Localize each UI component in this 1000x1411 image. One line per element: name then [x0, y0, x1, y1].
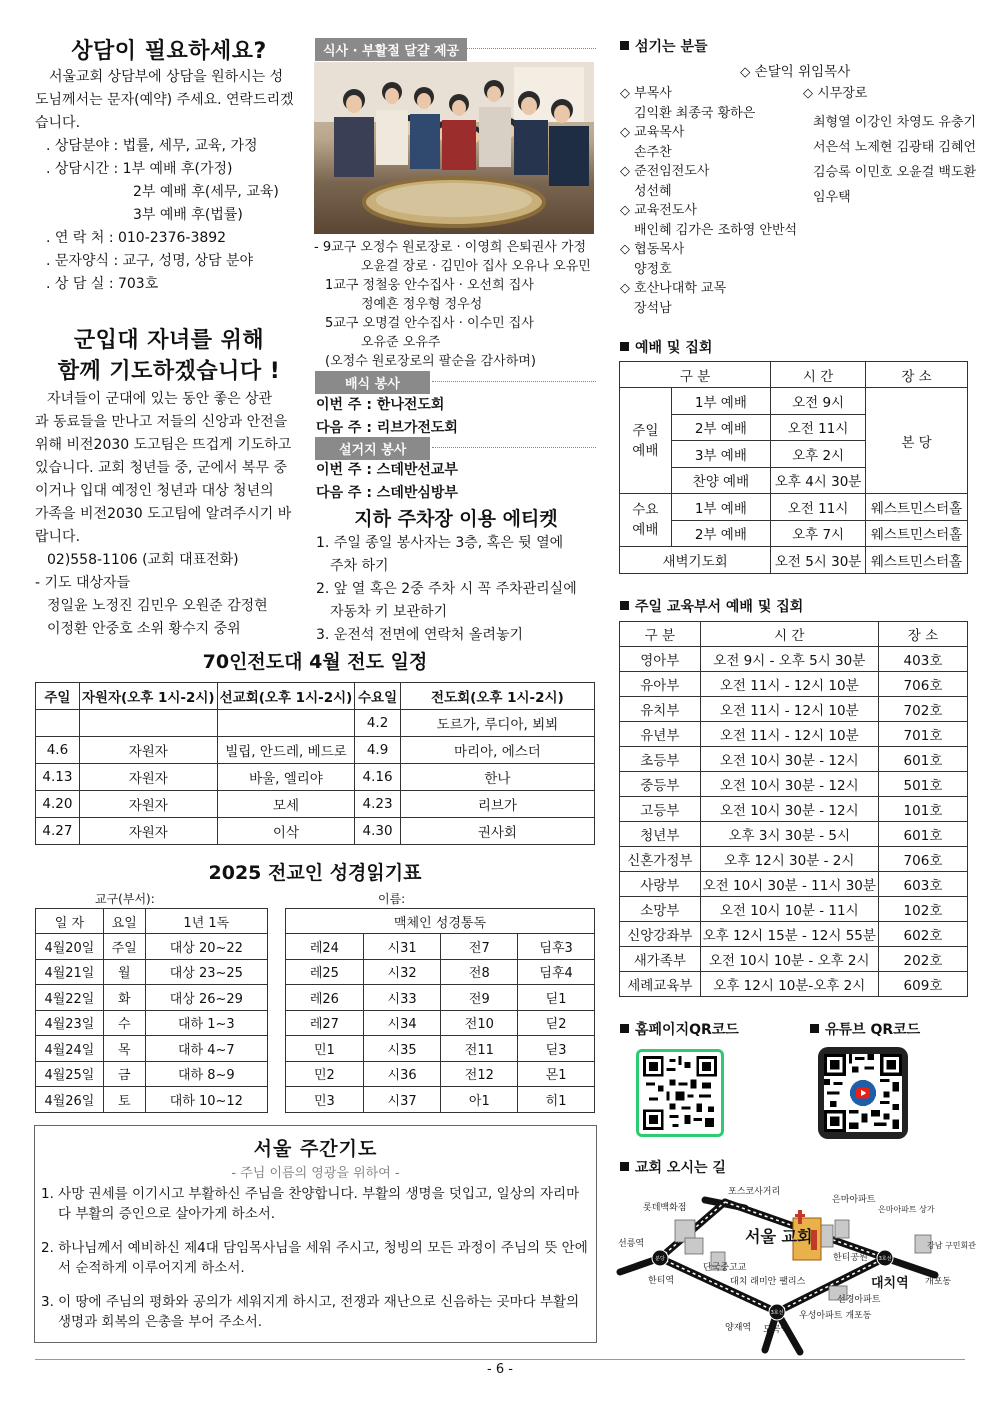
table-row: 4월21일 월 대상 23~25	[36, 959, 268, 985]
col-mission: 선교회(오후 1시-2시)	[217, 683, 355, 710]
evangelism-title: 70인전도대 4월 전도 일정	[202, 651, 428, 673]
table-row: 4월20일 주일 대상 20~22	[36, 934, 268, 960]
table-row: 유아부 오전 11시 - 12시 10분 706호	[620, 672, 968, 697]
table-row: 고등부 오전 10시 30분 - 12시 101호	[620, 797, 968, 822]
col-wednesday: 수요일	[355, 683, 401, 710]
svg-text:포스코사거리: 포스코사거리	[728, 1187, 781, 1197]
table-row: 4.6 자원자 빌립, 안드레, 베드로 4.9 마리아, 에스더	[36, 737, 595, 764]
dishes-schedule: 이번 주 : 스데반선교부 다음 주 : 스데반심방부	[316, 462, 458, 501]
table-row: 4.2 도르가, 루디아, 뵈뵈	[36, 710, 595, 737]
parking-rules: 1. 주일 종일 봉사자는 3층, 혹은 뒷 열에 주차 하기 2. 앞 열 혹은 2중 주차 시 꼭 주차관리실에 자동차 키 보관하기 3. 운전석 전면에 연락처 올려놓기	[316, 535, 577, 643]
svg-text:3호선: 3호선	[878, 1256, 892, 1262]
table-row: 4.27 자원자 이삭 4.30 권사회	[36, 818, 595, 845]
table-row: 레24 시31 전7 딤후3	[286, 934, 595, 960]
counseling-intro: 서울교회 상담부에 상담을 원하시는 성 도님께서는 문자(예약) 주세요. 연락드리겠 습니다.	[35, 69, 294, 131]
table-row: 민3 시37 아1 히1	[286, 1087, 595, 1113]
meal-donors: - 9교구 오정수 원로장로 · 이영희 은퇴권사 가정 오윤걸 장로 · 김민아 집사 오유나 오유민 1교구 정철웅 안수집사 · 오선희 집사 정예흔 정우형 정우성 5교구 오명걸 안수집사 · 이수민 집사 오유준 오유주 (오정수 원로장로의 팔순을 감사하며)	[314, 240, 591, 369]
table-row: 4월23일 수 대하 1~3	[36, 1010, 268, 1036]
family-photo	[314, 62, 594, 234]
bible-yearly-table: 일 자 요일 1년 1독 4월20일 주일 대상 20~22 4월21일 월 대상 23~25 4월22일 화 대상 26~29 4월23일 수 대하 1~3 4월24일 목 대하 4~7 4월25일 금 대하 8~9 4월26일 토 대하 10~12	[35, 908, 268, 1113]
table-row: 소망부 오전 10시 10분 - 11시 102호	[620, 897, 968, 922]
meal-tag: 식사 · 부활절 달걀 제공	[315, 38, 467, 61]
table-row: 유년부 오전 11시 - 12시 10분 701호	[620, 722, 968, 747]
prayer-title: 서울 주간기도	[253, 1138, 378, 1160]
name-label: 이름:	[378, 892, 406, 906]
weekly-prayer-box	[34, 1125, 597, 1343]
table-row: 청년부 오후 3시 30분 - 5시 601호	[620, 822, 968, 847]
svg-text:단국중고교: 단국중고교	[703, 1263, 747, 1273]
table-row: 세례교육부 오후 12시 10분-오후 2시 609호	[620, 972, 968, 997]
table-row: 민1 시35 전11 딛3	[286, 1036, 595, 1062]
table-row: 신앙강좌부 오후 12시 15분 - 12시 55분 602호	[620, 922, 968, 947]
staff-list-left: ◇ 부목사 김익환 최종국 황하은 ◇ 교육목사 손주찬 ◇ 준전임전도사 성선혜 ◇ 교육전도사 배인혜 김가은 조하영 안반석 ◇ 협동목사 양정호 ◇ 호산나대학 교목 장석남	[620, 86, 798, 316]
svg-text:한티공원: 한티공원	[833, 1253, 868, 1263]
bible-title: 2025 전교인 성경읽기표	[208, 862, 422, 884]
serving-schedule: 이번 주 : 한나전도회 다음 주 : 리브가전도회	[316, 397, 458, 436]
svg-text:한티역: 한티역	[648, 1276, 675, 1286]
table-row: 4월25일 금 대하 8~9	[36, 1061, 268, 1087]
svg-text:개포동: 개포동	[925, 1277, 952, 1287]
svg-text:도곡역: 도곡역	[763, 1325, 790, 1335]
svg-text:서울 교회: 서울 교회	[745, 1227, 813, 1246]
footer-divider	[35, 1359, 965, 1360]
counseling-details: . 상담분야 : 법률, 세무, 교육, 가정 . 상담시간 : 1부 예배 후(가정) 2부 예배 후(세무, 교육) 3부 예배 후(법률) . 연 락 처 : 010-2376-3892 . 문자양식 : 교구, 성명, 상담 분야 . 상 담 실 : 703호	[46, 138, 279, 292]
education-heading: 주일 교육부서 예배 및 집회	[620, 596, 803, 616]
table-row: 유치부 오전 11시 - 12시 10분 702호	[620, 697, 968, 722]
table-row: 수요 예배 1부 예배 오전 11시 웨스트민스터홀	[620, 494, 968, 521]
col-sunday: 주일	[36, 683, 80, 710]
table-row: 주일 예배 1부 예배 오전 9시 본 당	[620, 388, 968, 415]
church-phone: 02)558-1106 (교회 대표전화)	[47, 552, 239, 568]
table-row: 2부 예배 오후 7시 웨스트민스터홀	[620, 520, 968, 547]
table-row: 사랑부 오전 10시 30분 - 11시 30분 603호	[620, 872, 968, 897]
table-row: 2부 예배 오전 11시	[620, 414, 968, 441]
homepage-qr-heading: 홈페이지QR코드	[620, 1019, 739, 1039]
svg-text:우성아파트 개포동: 우성아파트 개포동	[799, 1311, 872, 1321]
bible-mcheyne-table: 맥체인 성경통독 레24 시31 전7 딤후3 레25 시32 전8 딤후4 레26 시33 전9 딛1 레27 시34 전10 딛2 민1 시35 전11 딛3 민2 시36 전12 몬1 민3 시37 아1 히1	[285, 908, 595, 1113]
table-row: 민2 시36 전12 몬1	[286, 1061, 595, 1087]
table-row: 레25 시32 전8 딤후4	[286, 959, 595, 985]
worship-heading: 예배 및 집회	[620, 337, 712, 357]
prayer-subtitle: - 주님 이름의 영광을 위하여 -	[231, 1166, 400, 1181]
youtube-qr-heading: 유튜브 QR코드	[810, 1019, 920, 1039]
table-row: 레27 시34 전10 딛2	[286, 1010, 595, 1036]
counseling-title: 상담이 필요하세요?	[71, 39, 267, 64]
elders-list: ◇ 시무장로 최형열 이강인 차영도 유충기 서은석 노제현 김광태 김혜언 김승록 이민호 오윤걸 백도환 임우택	[803, 86, 977, 205]
svg-text:선릉역: 선릉역	[618, 1239, 645, 1249]
staff-heading: 섬기는 분들	[620, 36, 708, 56]
table-row: 3부 예배 오후 2시	[620, 441, 968, 468]
table-row: 중등부 오전 10시 30분 - 12시 501호	[620, 772, 968, 797]
page-number: - 6 -	[487, 1362, 513, 1377]
education-table: 구 분 시 간 장 소 영아부 오전 9시 - 오후 5시 30분 403호 유아부 오전 11시 - 12시 10분 706호 유치부 오전 11시 - 12시 10분 702호 유년부 오전 11시 - 12시 10분 701호 초등부 오전 10시 30분 - 12시 601호 중등부 오전 10시 30분 - 12시 501호 고등부 오전 10시 30분 - 12시 101호 청년부 오후 3시 30분 - 5시 601호 신혼가정부 오후 12시 30분 - 2시 706호 사랑부 오전 10시 30분 - 11시 30분 603호 소망부 오전 10시 10분 - 11시 102호 신앙강좌부 오후 12시 15분 - 12시 55분 602호 새가족부 오전 10시 10분 - 오후 2시 202호 세례교육부 오후 12시 10분-오후 2시 609호	[619, 621, 968, 997]
directions-heading: 교회 오시는 길	[620, 1157, 726, 1177]
prayer-items: 1. 사망 권세를 이기시고 부활하신 주님을 찬양합니다. 부활의 생명을 덧입고, 일상의 자리마 다 부활의 증인으로 살아가게 하소서. 2. 하나님께서 예비하신 제4대 담임목사님을 세워 주시고, 청빙의 모든 과정이 주님의 뜻 안에 서 순적하게 이루어지게 하소서. 3. 이 땅에 주님의 평화와 공의가 세워지게 하시고, 전쟁과 재난으로 신음하는 곳마다 부활의 생명과 회복의 은총을 부어 주소서.	[41, 1186, 588, 1330]
military-title-2: 함께 기도하겠습니다 !	[57, 359, 281, 384]
table-row: 4월24일 목 대하 4~7	[36, 1036, 268, 1062]
svg-text:강남 구민회관: 강남 구민회관	[927, 1241, 976, 1250]
military-title-1: 군입대 자녀를 위해	[73, 328, 265, 353]
svg-text:선경아파트: 선경아파트	[837, 1295, 881, 1305]
parking-title: 지하 주차장 이용 에티켓	[354, 508, 558, 530]
worship-table: 구 분 시 간 장 소 주일 예배 1부 예배 오전 9시 본 당 2부 예배 오전 11시 3부 예배 오후 2시 찬양 예배 오후 4시 30분 수요 예배 1부 예배 오전 11시 웨스트민스터홀 2부 예배 오후 7시 웨스트민스터홀 새벽기도회 오전 5시 30분 웨스트민스터홀	[619, 361, 968, 574]
svg-text:3호선: 3호선	[770, 1310, 784, 1316]
table-row: 신혼가정부 오후 12시 30분 - 2시 706호	[620, 847, 968, 872]
evangelism-table	[35, 682, 595, 845]
col-volunteers: 자원자(오후 1시-2시)	[79, 683, 217, 710]
svg-text:대치 래미안 팰리스: 대치 래미안 팰리스	[730, 1277, 806, 1287]
table-row: 영아부 오전 9시 - 오후 5시 30분 403호	[620, 647, 968, 672]
table-row: 레26 시33 전9 딛1	[286, 985, 595, 1011]
svg-text:롯데백화점: 롯데백화점	[643, 1203, 687, 1213]
homepage-qr-code[interactable]	[636, 1049, 724, 1137]
church-map	[615, 1180, 976, 1355]
table-row: 4.20 자원자 모세 4.23 리브가	[36, 791, 595, 818]
serving-tag: 배식 봉사	[315, 371, 430, 394]
col-evangelism: 전도회(오후 1시-2시)	[400, 683, 594, 710]
svg-text:은마아파트 상가: 은마아파트 상가	[878, 1205, 935, 1214]
svg-text:양재역: 양재역	[725, 1323, 752, 1333]
youtube-qr-code[interactable]	[818, 1047, 908, 1139]
svg-text:은마아파트: 은마아파트	[832, 1195, 876, 1205]
table-row: 새벽기도회 오전 5시 30분 웨스트민스터홀	[620, 547, 968, 574]
table-row: 새가족부 오전 10시 10분 - 오후 2시 202호	[620, 947, 968, 972]
dishes-tag: 설거지 봉사	[315, 437, 430, 460]
dept-label: 교구(부서):	[95, 892, 155, 906]
military-body: 자녀들이 군대에 있는 동안 좋은 상관 과 동료들을 만나고 저들의 신앙과 안전을 위해 비전2030 도고팀은 뜨겁게 기도하고 있습니다. 교회 청년들 중, 군에서 복무 중 이거나 입대 예정인 청년과 대상 청년의 가족을 비전2030 도고팀에 알려주시기 바 랍니다. 02)558-1106 (교회 대표전화) - 기도 대상자들 정일윤 노정진 김민우 오원준 감정현 이정환 안중호 소위 황수지 중위	[35, 388, 307, 641]
svg-text:대치역: 대치역	[871, 1276, 909, 1291]
svg-text:분당: 분당	[655, 1256, 665, 1262]
table-row: 초등부 오전 10시 30분 - 12시 601호	[620, 747, 968, 772]
table-row: 찬양 예배 오후 4시 30분	[620, 467, 968, 494]
table-row: 4.13 자원자 바울, 엘리야 4.16 한나	[36, 764, 595, 791]
table-row: 4월26일 토 대하 10~12	[36, 1087, 268, 1113]
table-row: 4월22일 화 대상 26~29	[36, 985, 268, 1011]
senior-pastor: ◇ 손달익 위임목사	[740, 64, 851, 80]
